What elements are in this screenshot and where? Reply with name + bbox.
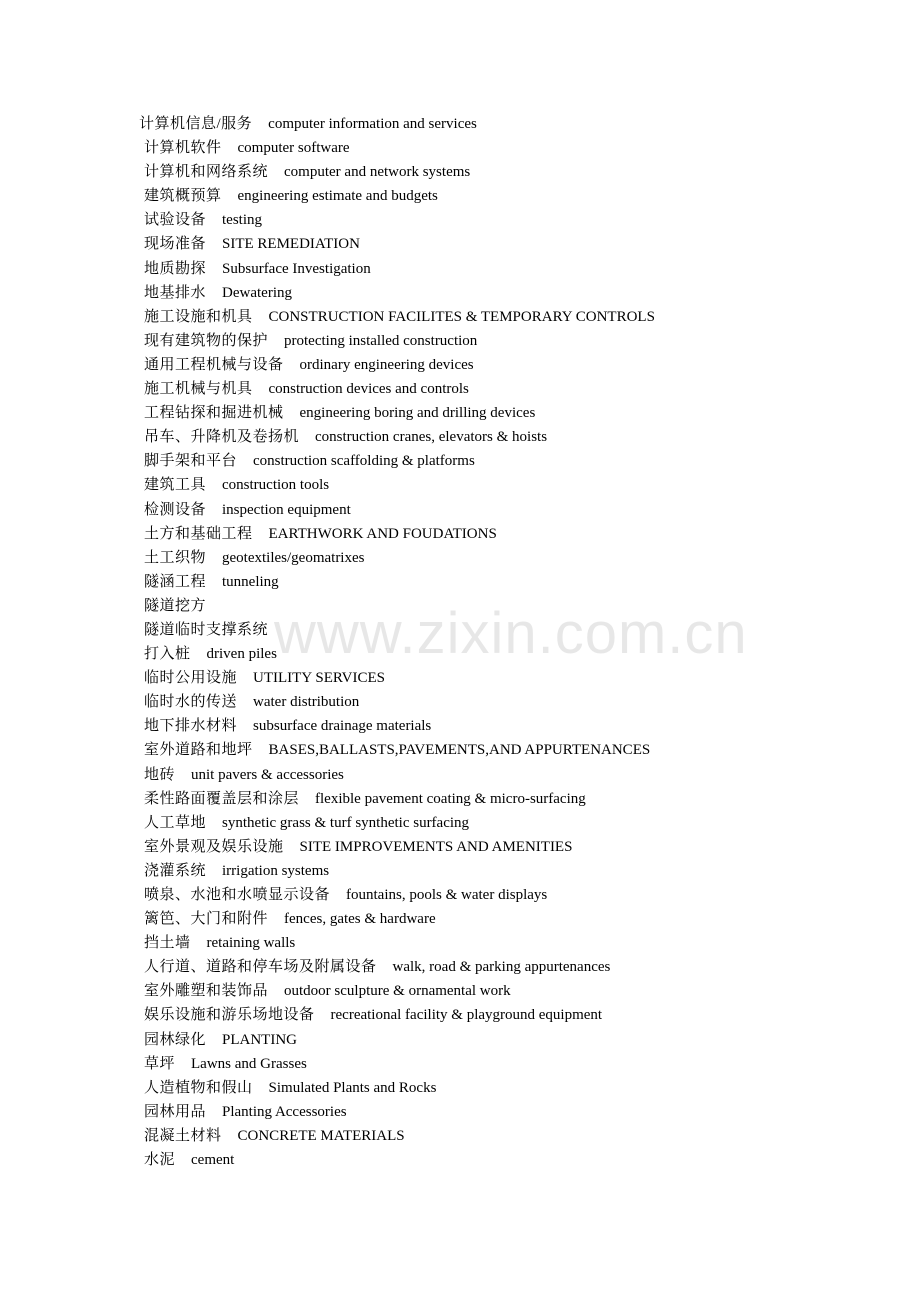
term-english: BASES,BALLASTS,PAVEMENTS,AND APPURTENANCES: [268, 742, 651, 759]
glossary-row: [144, 690, 655, 714]
term-chinese: 打入桩: [144, 646, 191, 663]
term-english: irrigation systems: [222, 862, 330, 879]
term-chinese: 混凝土材料: [144, 1127, 222, 1144]
term-english: construction cranes, elevators & hoists: [315, 429, 548, 446]
glossary-row: [144, 618, 655, 642]
glossary-row: [139, 112, 655, 136]
glossary-row: [144, 835, 655, 859]
glossary-row: [144, 257, 655, 281]
glossary-row: [144, 281, 655, 305]
term-chinese: 浇灌系统: [144, 862, 207, 879]
term-english: protecting installed construction: [284, 332, 478, 349]
glossary-row: [144, 377, 655, 401]
term-english: inspection equipment: [222, 501, 351, 518]
term-chinese: 脚手架和平台: [144, 453, 238, 470]
term-chinese: 临时公用设施: [144, 670, 238, 687]
term-chinese: 室外道路和地坪: [144, 742, 253, 759]
term-chinese: 园林用品: [144, 1103, 207, 1120]
glossary-row: [144, 714, 655, 738]
term-chinese: 建筑工具: [144, 477, 207, 494]
glossary-row: [144, 473, 655, 497]
term-chinese: 现场准备: [144, 236, 207, 253]
term-english: Dewatering: [222, 284, 292, 301]
term-english: tunneling: [222, 573, 279, 590]
glossary-row: [144, 401, 655, 425]
term-chinese: 地下排水材料: [144, 718, 238, 735]
term-english: engineering estimate and budgets: [237, 188, 438, 205]
glossary-row: [144, 449, 655, 473]
term-chinese: 土工织物: [144, 549, 207, 566]
term-chinese: 试验设备: [144, 212, 207, 229]
term-chinese: 计算机和网络系统: [144, 164, 269, 181]
glossary-row: [144, 1028, 655, 1052]
term-english: computer and network systems: [284, 164, 471, 181]
term-english: retaining walls: [206, 935, 296, 952]
term-english: fences, gates & hardware: [284, 911, 436, 928]
term-english: Subsurface Investigation: [222, 260, 371, 277]
term-chinese: 工程钻探和掘进机械: [144, 405, 284, 422]
glossary-row: [144, 883, 655, 907]
term-english: recreational facility & playground equipment: [330, 1007, 603, 1024]
term-chinese: 计算机软件: [144, 140, 222, 157]
glossary-row: [144, 546, 655, 570]
term-chinese: 施工设施和机具: [144, 308, 253, 325]
glossary-row: [144, 931, 655, 955]
term-chinese: 施工机械与机具: [144, 381, 253, 398]
glossary-row: [144, 787, 655, 811]
term-english: ordinary engineering devices: [299, 356, 474, 373]
term-english: outdoor sculpture & ornamental work: [284, 983, 511, 1000]
term-english: UTILITY SERVICES: [253, 670, 385, 687]
term-english: cement: [191, 1152, 235, 1169]
glossary-row: [144, 498, 655, 522]
term-chinese: 检测设备: [144, 501, 207, 518]
term-english: Planting Accessories: [222, 1103, 347, 1120]
term-english: unit pavers & accessories: [191, 766, 344, 783]
term-chinese: 室外景观及娱乐设施: [144, 838, 284, 855]
glossary-row: [144, 738, 655, 762]
term-english: synthetic grass & turf synthetic surfacing: [222, 814, 470, 831]
term-english: walk, road & parking appurtenances: [392, 959, 611, 976]
term-chinese: 喷泉、水池和水喷显示设备: [144, 887, 331, 903]
glossary-row: [144, 811, 655, 835]
term-chinese: 水泥: [144, 1152, 176, 1169]
term-chinese: 地质勘探: [144, 260, 207, 277]
term-english: fountains, pools & water displays: [346, 887, 548, 903]
term-english: Lawns and Grasses: [191, 1055, 307, 1072]
glossary-row: [144, 763, 655, 787]
term-chinese: 人工草地: [144, 814, 207, 831]
term-chinese: 挡土墙: [144, 935, 191, 952]
glossary-row: [144, 353, 655, 377]
term-chinese: 建筑概预算: [144, 188, 222, 205]
term-chinese: 人行道、道路和停车场及附属设备: [144, 959, 377, 976]
term-english: Simulated Plants and Rocks: [268, 1079, 437, 1096]
term-chinese: 娱乐设施和游乐场地设备: [144, 1007, 315, 1024]
term-chinese: 园林绿化: [144, 1031, 207, 1048]
glossary-row: [144, 907, 655, 931]
glossary-row: [144, 184, 655, 208]
term-english: testing: [222, 212, 263, 229]
term-chinese: 土方和基础工程: [144, 525, 253, 542]
term-english: SITE REMEDIATION: [222, 236, 360, 253]
glossary-row: [144, 522, 655, 546]
term-chinese: 隧道挖方: [144, 597, 207, 614]
term-english: construction tools: [222, 477, 330, 494]
glossary-row: [144, 570, 655, 594]
term-english: water distribution: [253, 694, 360, 711]
term-english: geotextiles/geomatrixes: [222, 549, 365, 566]
term-chinese: 地砖: [144, 766, 176, 783]
glossary-row: [144, 305, 655, 329]
term-english: PLANTING: [222, 1031, 298, 1048]
glossary-row: [144, 666, 655, 690]
term-english: computer information and services: [268, 116, 477, 132]
glossary-row: [144, 1052, 655, 1076]
term-english: driven piles: [206, 646, 277, 663]
watermark-text: www.zixin.com.cn: [274, 601, 748, 666]
glossary-row: [144, 136, 655, 160]
glossary-row: [144, 594, 655, 618]
term-english: construction scaffolding & platforms: [253, 453, 475, 470]
term-english: computer software: [237, 140, 350, 157]
term-chinese: 隧道临时支撑系统: [144, 621, 269, 638]
glossary-row: [144, 1076, 655, 1100]
term-chinese: 草坪: [144, 1055, 176, 1072]
term-english: SITE IMPROVEMENTS AND AMENITIES: [299, 838, 573, 855]
term-chinese: 计算机信息/服务: [139, 116, 253, 132]
glossary-row: [144, 160, 655, 184]
glossary-row: [144, 425, 655, 449]
glossary-row: [144, 329, 655, 353]
term-chinese: 临时水的传送: [144, 694, 238, 711]
term-chinese: 室外雕塑和装饰品: [144, 983, 269, 1000]
glossary-row: [144, 208, 655, 232]
term-chinese: 篱笆、大门和附件: [144, 911, 269, 928]
glossary-row: [144, 955, 655, 979]
glossary-row: [144, 979, 655, 1003]
glossary-row: [144, 232, 655, 256]
term-chinese: 隧涵工程: [144, 573, 207, 590]
glossary-row: [144, 1100, 655, 1124]
term-chinese: 地基排水: [144, 284, 207, 301]
term-english: engineering boring and drilling devices: [299, 405, 536, 422]
term-chinese: 现有建筑物的保护: [144, 332, 269, 349]
glossary-row: [144, 1148, 655, 1172]
term-chinese: 吊车、升降机及卷扬机: [144, 429, 300, 446]
term-english: CONSTRUCTION FACILITES & TEMPORARY CONTROLS: [268, 308, 655, 325]
glossary-row: [144, 859, 655, 883]
term-chinese: 人造植物和假山: [144, 1079, 253, 1096]
term-english: CONCRETE MATERIALS: [237, 1127, 405, 1144]
term-chinese: 通用工程机械与设备: [144, 356, 284, 373]
glossary-term-list: [139, 112, 655, 1172]
term-english: construction devices and controls: [268, 381, 469, 398]
term-english: subsurface drainage materials: [253, 718, 432, 735]
term-chinese: 柔性路面覆盖层和涂层: [144, 790, 300, 807]
term-english: EARTHWORK AND FOUDATIONS: [268, 525, 497, 542]
term-english: flexible pavement coating & micro-surfacing: [315, 790, 586, 807]
glossary-row: [144, 1003, 655, 1027]
glossary-row: [144, 1124, 655, 1148]
glossary-row: [144, 642, 655, 666]
